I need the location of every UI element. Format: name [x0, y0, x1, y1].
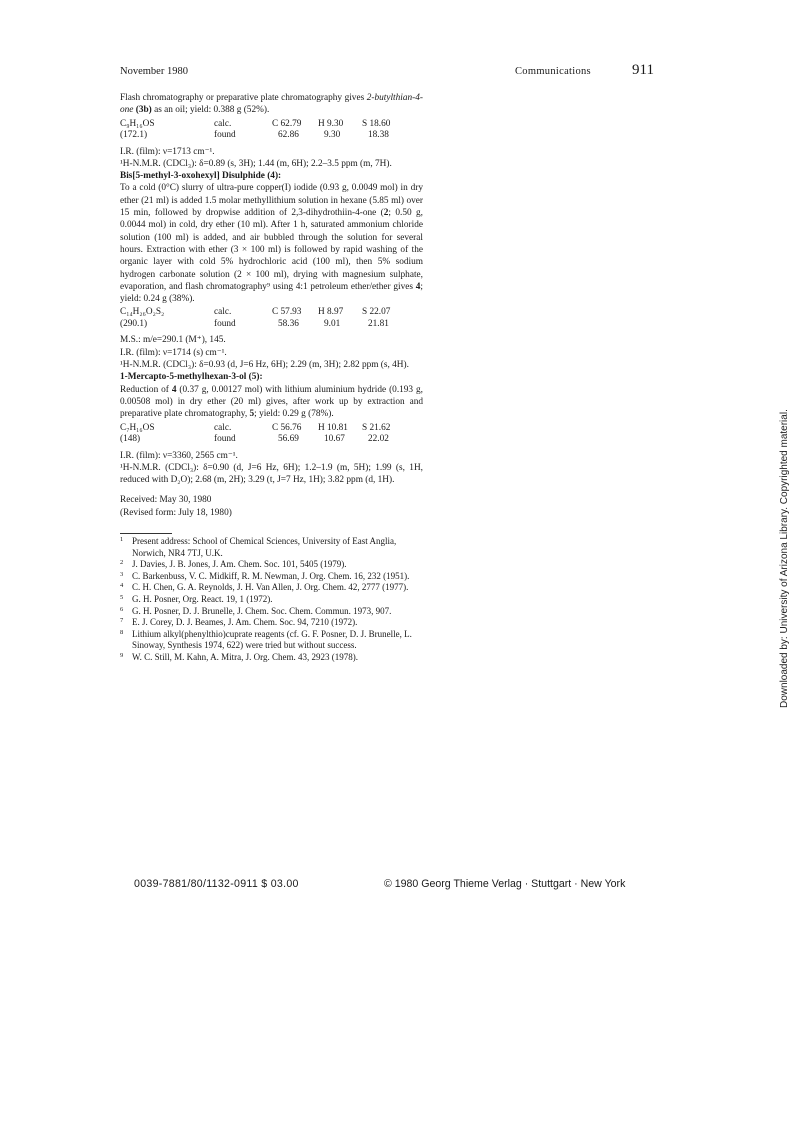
reference-item	[120, 536, 423, 559]
reference-item	[120, 559, 423, 571]
found-value: 9.30	[324, 130, 341, 141]
body-text: ; yield: 0.29 g (78%).	[254, 409, 334, 420]
calc-label: calc.	[214, 422, 232, 433]
found-value: 56.69	[278, 434, 299, 445]
nmr-5: ¹H-N.M.R. (CDCl₃): δ=0.90 (d, J=6 Hz, 6H); 1.2–1.9 (m, 5H); 1.99 (s, 1H, reduced with D₂O); 2.68 (m, 2H); 3.29 (t, J=7 Hz, 1H); 3.82 ppm (d, 1H).	[120, 462, 423, 486]
intro-yield: as an oil; yield: 0.388 g (52%).	[151, 105, 270, 116]
received-date: Received: May 30, 1980	[120, 495, 212, 506]
section-body-5	[120, 384, 423, 421]
reference-text: J. Davies, J. B. Jones, J. Am. Chem. Soc. 101, 5405 (1979).	[132, 559, 347, 570]
reference-text: Present address: School of Chemical Sciences, University of East Anglia, Norwich, NR4 7TJ, U.K.	[132, 536, 397, 558]
calc-value: H 8.97	[318, 307, 344, 318]
ir-4: I.R. (film): ν=1714 (s) cm⁻¹.	[120, 347, 227, 358]
reference-item	[120, 617, 423, 629]
compound-label-3b: (3b)	[133, 105, 152, 116]
formula-4: C₁₄H₂₆O₂S₂	[120, 307, 165, 318]
reference-number: 6	[120, 605, 124, 613]
header-date: November 1980	[120, 66, 188, 77]
compound-ref: 4	[415, 281, 421, 292]
reference-text: W. C. Still, M. Kahn, A. Mitra, J. Org. Chem. 43, 2923 (1978).	[132, 651, 359, 662]
ms-4: M.S.: m/e=290.1 (M⁺), 145.	[120, 335, 226, 346]
reference-number: 7	[120, 617, 124, 625]
found-value: 62.86	[278, 130, 299, 141]
references-list	[120, 536, 423, 664]
intro-paragraph	[120, 92, 423, 117]
compound-name-3b: 2-butylthian-4-one	[120, 93, 423, 116]
calc-label: calc.	[214, 307, 232, 318]
ir-5: I.R. (film): ν=3360, 2565 cm⁻¹.	[120, 450, 238, 461]
found-value: 21.81	[368, 318, 389, 329]
found-value: 10.67	[324, 434, 345, 445]
body-text: Reduction of	[120, 384, 172, 395]
calc-value: C 57.93	[272, 307, 302, 318]
formula-5: C₇H₁₆OS	[120, 422, 155, 433]
analysis-table-4	[120, 307, 402, 330]
found-label: found	[214, 318, 236, 329]
reference-number: 1	[120, 536, 124, 544]
section-title-4: Bis[5-methyl-3-oxohexyl] Disulphide (4):	[120, 171, 282, 182]
reference-item	[120, 594, 423, 606]
calc-value: C 62.79	[272, 118, 302, 129]
footer-code: 0039-7881/80/1132-0911 $ 03.00	[134, 878, 299, 890]
section-title-5: 1-Mercapto-5-methylhexan-3-ol (5):	[120, 372, 263, 383]
mw-4: (290.1)	[120, 318, 148, 329]
section-body-4	[120, 182, 423, 305]
calc-value: H 9.30	[318, 118, 344, 129]
download-watermark: Downloaded by: University of Arizona Library. Copyrighted material.	[779, 409, 790, 708]
reference-item	[120, 571, 423, 583]
reference-number: 2	[120, 559, 124, 567]
body-text: (0.37 g, 0.00127 mol) with lithium aluminium hydride (0.193 g, 0.00508 mol) in dry ether (20 ml) gives, after work up by extraction and preparative plate chromatography,	[120, 384, 423, 420]
reference-number: 9	[120, 651, 124, 659]
reference-text: E. J. Corey, D. J. Beames, J. Am. Chem. Soc. 94, 7210 (1972).	[132, 617, 358, 628]
found-label: found	[214, 434, 236, 445]
mw-3b: (172.1)	[120, 130, 148, 141]
found-value: 58.36	[278, 318, 299, 329]
calc-value: S 21.62	[362, 422, 391, 433]
mw-5: (148)	[120, 434, 141, 445]
reference-item	[120, 606, 423, 618]
analysis-table-3b	[120, 119, 402, 142]
header-journal: Communications	[515, 66, 591, 77]
reference-text: C. H. Chen, G. A. Reynolds, J. H. Van Allen, J. Org. Chem. 42, 2777 (1977).	[132, 582, 409, 593]
reference-item	[120, 582, 423, 594]
reference-text: G. H. Posner, D. J. Brunelle, J. Chem. Soc. Chem. Commun. 1973, 907.	[132, 605, 392, 616]
compound-ref: 5	[249, 409, 255, 420]
ir-3b: I.R. (film): ν=1713 cm⁻¹.	[120, 146, 215, 157]
compound-ref: 4	[171, 384, 177, 395]
formula-3b: C₉H₁₆OS	[120, 118, 155, 129]
body-text: ; 0.50 g, 0.0044 mol) in cold, dry ether (10 ml). After 1 h, saturated ammonium chloride solution (100 ml) is added, and air bubbled through the solution for several hours. Extraction with ether (3 × 100 ml) is followed by rapid washing of the organic layer with cold 5% hydrochloric acid (100 ml), then 5% sodium hydrogen carbonate solution (2 × 100 ml), drying with magnesium sulphate, evaporation, and flash chromatography⁹ using 4:1 petroleum ether/ether gives	[120, 208, 423, 292]
calc-value: H 10.81	[318, 422, 348, 433]
reference-text: C. Barkenbuss, V. C. Midkiff, R. M. Newman, J. Org. Chem. 16, 232 (1951).	[132, 570, 410, 581]
compound-ref: 2	[383, 208, 389, 219]
calc-value: C 56.76	[272, 422, 302, 433]
found-value: 22.02	[368, 434, 389, 445]
analysis-table-5	[120, 423, 402, 446]
page-number: 911	[632, 62, 654, 78]
calc-label: calc.	[214, 118, 232, 129]
revised-date: (Revised form: July 18, 1980)	[120, 507, 232, 518]
nmr-4: ¹H-N.M.R. (CDCl₃): δ=0.93 (d, J=6 Hz, 6H); 2.29 (m, 3H); 2.82 ppm (s, 4H).	[120, 360, 409, 371]
footnote-rule	[120, 533, 172, 534]
reference-text: Lithium alkyl(phenylthio)cuprate reagents (cf. G. F. Posner, D. J. Brunelle, L. Sinoway, Synthesis 1974, 622) were tried but without success.	[132, 628, 412, 651]
reference-number: 4	[120, 582, 124, 590]
body-text: To a cold (0°C) slurry of ultra-pure copper(I) iodide (0.93 g, 0.0049 mol) in dry ether (21 ml) is added 1.5 molar methyllithium solution in hexane (5.85 ml) over 15 min, followed by dropwise addition of 2,3-dihydrothiin-4-one (	[120, 183, 423, 219]
reference-text: G. H. Posner, Org. React. 19, 1 (1972).	[132, 593, 273, 604]
found-label: found	[214, 130, 236, 141]
calc-value: S 18.60	[362, 118, 391, 129]
reference-number: 3	[120, 570, 124, 578]
reference-number: 5	[120, 593, 124, 601]
reference-number: 8	[120, 628, 124, 636]
footer-copyright: © 1980 Georg Thieme Verlag · Stuttgart · New York	[384, 878, 626, 890]
calc-value: S 22.07	[362, 307, 391, 318]
reference-item	[120, 652, 423, 664]
main-column	[120, 92, 423, 664]
intro-text: Flash chromatography or preparative plate chromatography gives	[120, 93, 367, 103]
nmr-3b: ¹H-N.M.R. (CDCl₃): δ=0.89 (s, 3H); 1.44 (m, 6H); 2.2–3.5 ppm (m, 7H).	[120, 158, 392, 169]
found-value: 18.38	[368, 130, 389, 141]
body-text: ; yield: 0.24 g (38%).	[120, 281, 423, 305]
found-value: 9.01	[324, 318, 341, 329]
reference-item	[120, 629, 423, 652]
